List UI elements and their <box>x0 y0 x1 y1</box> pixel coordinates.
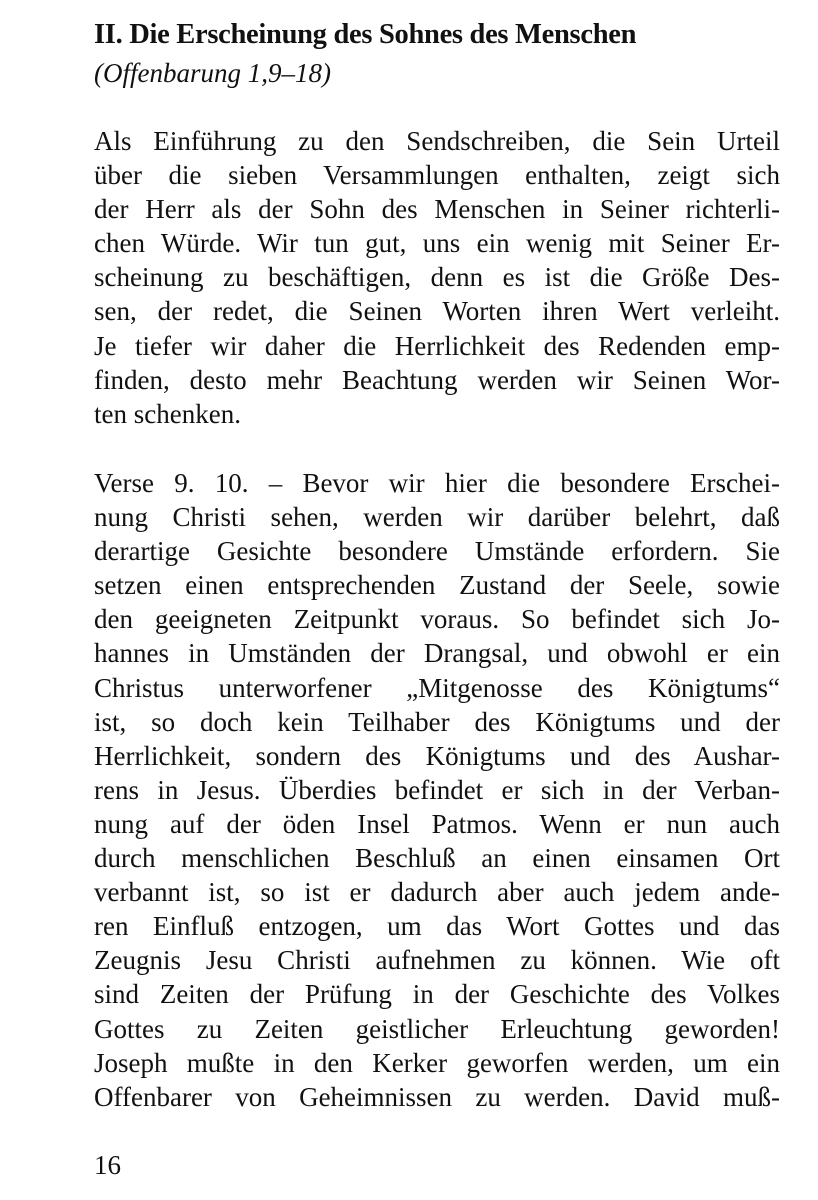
text-line: Je tiefer wir daher die Herrlichkeit des Redenden emp- <box>94 330 780 361</box>
paragraph-verses-9-10 <box>94 466 780 1114</box>
text-line: sen, der redet, die Seinen Worten ihren Wert verleiht. <box>94 296 780 327</box>
scripture-reference: (Offenbarung 1,9–18) <box>94 58 331 88</box>
text-line: Als Einführung zu den Sendschreiben, die Sein Urteil <box>94 126 780 156</box>
text-line: über die sieben Versammlungen enthalten, zeigt sich <box>94 160 780 191</box>
text-line: nung Christi sehen, werden wir darüber belehrt, daß <box>94 502 780 533</box>
text-line: ren Einfluß entzogen, um das Wort Gottes und das <box>94 911 780 942</box>
text-line: nung auf der öden Insel Patmos. Wenn er nun auch <box>94 808 780 839</box>
text-line: rens in Jesus. Überdies befindet er sich in der Verban- <box>94 774 780 805</box>
text-line: setzen einen entsprechenden Zustand der Seele, sowie <box>94 570 780 601</box>
chapter-title: II. Die Erscheinung des Sohnes des Menschen <box>94 19 637 50</box>
page-number: 16 <box>94 1150 121 1180</box>
text-line: Herrlichkeit, sondern des Königtums und des Aushar- <box>94 740 780 771</box>
text-line: verbannt ist, so ist er dadurch aber auch jedem ande- <box>94 877 780 908</box>
text-line: scheinung zu beschäftigen, denn es ist die Größe Des- <box>94 262 780 293</box>
text-line: Joseph mußte in den Kerker geworfen werden, um ein <box>94 1047 780 1078</box>
text-line: der Herr als der Sohn des Menschen in Seiner richterli- <box>94 194 780 225</box>
text-line: sind Zeiten der Prüfung in der Geschichte des Volkes <box>94 979 780 1010</box>
text-line: derartige Gesichte besondere Umstände erfordern. Sie <box>94 536 780 567</box>
text-line: Gottes zu Zeiten geistlicher Erleuchtung geworden! <box>94 1013 780 1044</box>
text-line: Zeugnis Jesu Christi aufnehmen zu können. Wie oft <box>94 945 780 976</box>
text-line: Christus unterworfener „Mitgenosse des Königtums“ <box>94 672 780 703</box>
text-line: Verse 9. 10. – Bevor wir hier die besondere Erschei- <box>94 468 780 498</box>
text-line: hannes in Umständen der Drangsal, und obwohl er ein <box>94 638 780 669</box>
text-line: den geeigneten Zeitpunkt voraus. So befindet sich Jo- <box>94 604 780 635</box>
text-line: Offenbarer von Geheimnissen zu werden. David muß- <box>94 1081 780 1112</box>
text-line: durch menschlichen Beschluß an einen einsamen Ort <box>94 843 780 874</box>
paragraph-introduction <box>94 124 780 431</box>
text-line: chen Würde. Wir tun gut, uns ein wenig mit Seiner Er- <box>94 228 780 259</box>
text-line: ist, so doch kein Teilhaber des Königtums und der <box>94 706 780 737</box>
text-line: ten schenken. <box>94 398 241 429</box>
text-line: finden, desto mehr Beachtung werden wir Seinen Wor- <box>94 364 780 395</box>
